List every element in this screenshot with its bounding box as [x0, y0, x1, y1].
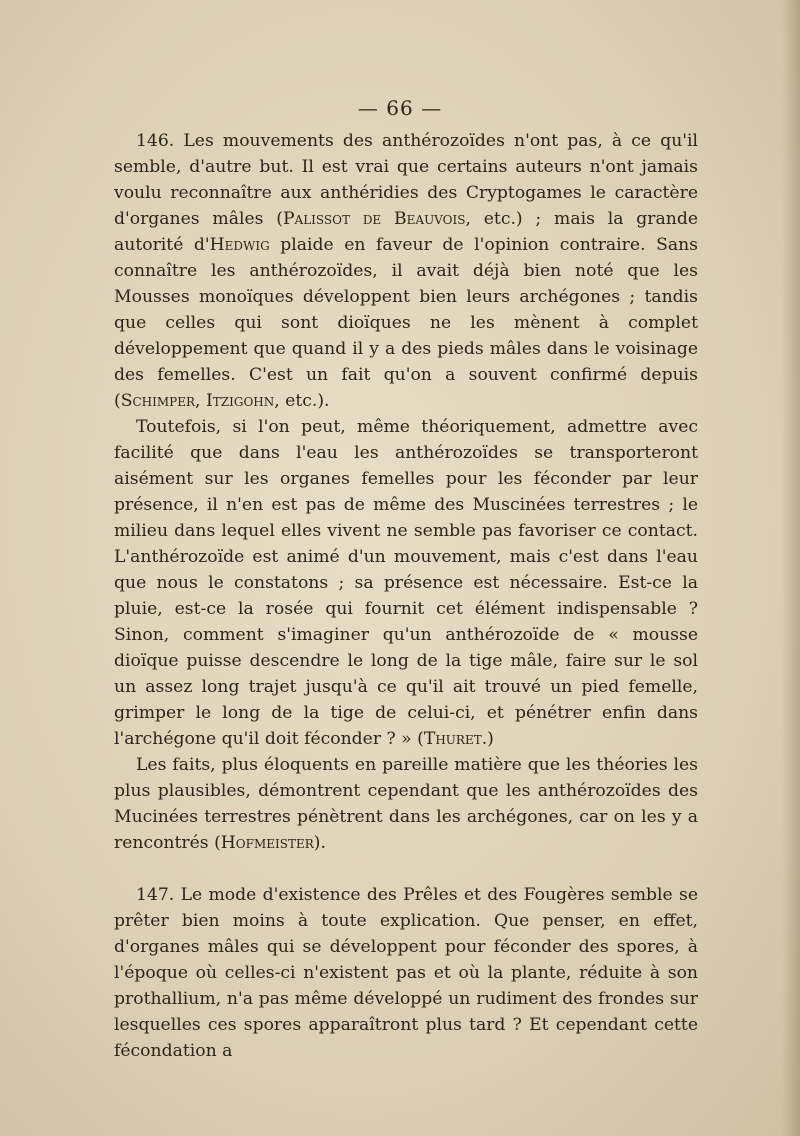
- author-name: Hofmeister: [220, 833, 314, 853]
- text-run: Toutefois, si l'on peut, même théoriquement, admettre avec facilité que dans l'eau les anthérozoïdes se transporteront aisément sur les organes femelles pour les féconder par leur présence, il n'en est pas de même des Muscinées terrestres ; le milieu dans lequel elles vivent ne semble pas favoriser ce contact. L'anthérozoïde est animé d'un mouvement, mais c'est dans l'eau que nous le constatons ; sa présence est nécessaire. Est-ce la pluie, est-ce la rosée qui fournit cet élément indispensable ? Sinon, comment s'imaginer qu'un anthérozoïde de « mousse dioïque puisse descendre le long de la tige mâle, faire sur le sol un assez long trajet jusqu'à ce qu'il ait trouvé un pied femelle, grimper le long de la tige de celui-ci, et pénétrer enfin dans l'archégone qu'il doit féconder ? » (: [114, 417, 698, 749]
- body-text: [114, 128, 698, 1064]
- paragraph-toutefois: [114, 414, 698, 752]
- text-run: plaide en faveur de l'opinion contraire. Sans connaître les anthérozoïdes, il avait déjà bien noté que les Mousses monoïques développent bien leurs archégones ; tandis que celles qui sont dioïques ne les mènent à complet développement que quand il y a des pieds mâles dans le voisinage des femelles. C'est un fait qu'on a souvent confirmé depuis (: [114, 235, 699, 411]
- page-edge-shadow: [782, 0, 800, 1136]
- text-run: .): [481, 729, 494, 749]
- text-run: 147. Le mode d'existence des Prêles et des Fougères semble se prêter bien moins à toute explication. Que penser, en effet, d'organes mâles qui se développent pour féconder des spores, à l'époque où celles-ci n'existent pas et où la plante, réduite à son prothallium, n'a pas même développé un rudiment des frondes sur lesquelles ces spores apparaîtront plus tard ? Et cependant cette fécondation a: [114, 885, 698, 1061]
- author-name: Thuret: [423, 729, 482, 749]
- paragraph-146: [114, 128, 698, 414]
- text-run: ).: [313, 833, 326, 853]
- text-run: , etc.).: [274, 391, 330, 411]
- author-name: Hedwig: [209, 235, 270, 255]
- text-run: 146. Les mouvements des anthérozoïdes n'ont pas, à ce qu'il semble, d'autre but. Il est vrai que certains auteurs n'ont jamais voulu reconnaître aux anthéridies des Cryptogames le caractère d'organes mâles (: [114, 131, 698, 229]
- author-name: Schimper: [120, 391, 196, 411]
- paragraph-147: [114, 882, 698, 1064]
- author-name: Itzigohn: [205, 391, 275, 411]
- text-run: ,: [195, 391, 206, 411]
- paragraph-faits: [114, 752, 698, 856]
- text-run: Les faits, plus éloquents en pareille matière que les théories les plus plausibles, démontrent cependant que les anthérozoïdes des Mucinées terrestres pénètrent dans les archégones, car on les y a rencontrés (: [114, 755, 698, 853]
- text-run: , etc.) ; mais la grande autorité d': [114, 209, 698, 255]
- page-number: — 66 —: [357, 96, 443, 120]
- author-name: Palissot de Beauvois: [282, 209, 466, 229]
